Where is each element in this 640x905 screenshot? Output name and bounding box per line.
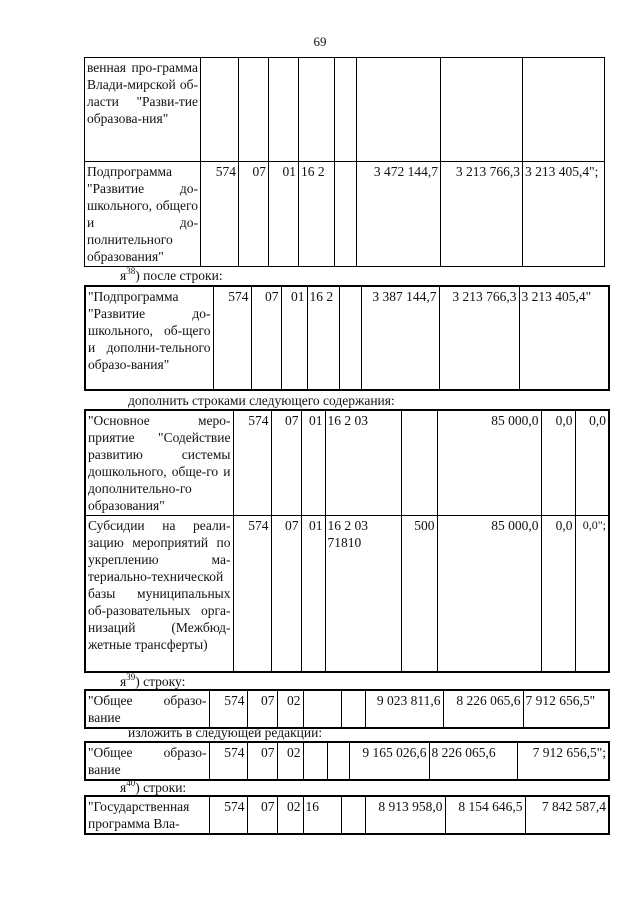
- row-name: "Подпрограмма "Развитие до-школьного, об-щего и дополни-тельного образо-вания": [85, 286, 213, 390]
- cell-subsection: 02: [277, 742, 303, 780]
- table-row: [85, 162, 605, 267]
- row-name: "Основное меро-приятие "Содействие развитию системы дошкольного, обще-го и дополнительно-го образования": [85, 410, 233, 516]
- cell-sum-2: 0,0: [541, 410, 575, 516]
- cell-subsection: 01: [301, 516, 325, 672]
- cell-sum-2: 3 213 766,3: [441, 162, 523, 267]
- cell-sum-1: 3 387 144,7: [361, 286, 439, 390]
- instruction-prefix: я: [120, 780, 127, 795]
- cell-sum-1: 9 165 026,6: [349, 742, 429, 780]
- budget-table-1: [84, 57, 605, 267]
- cell-target: [299, 58, 335, 162]
- row-name: венная про-грамма Влади-мирской об-ласти "Разви-тие образова-ния": [85, 58, 201, 162]
- cell-section: [239, 58, 269, 162]
- row-name: Подпрограмма "Развитие до-школьного, общего и до-полнительного образования": [85, 162, 201, 267]
- instruction-prefix: я: [120, 268, 127, 283]
- cell-section: 07: [271, 516, 301, 672]
- cell-section: 07: [247, 742, 277, 780]
- cell-ministry: 574: [209, 742, 247, 780]
- cell-sum-1: 85 000,0: [437, 516, 541, 672]
- cell-ministry: 574: [213, 286, 251, 390]
- row-name: "Государственная программа Вла-: [85, 796, 209, 834]
- cell-sum-3: [523, 58, 605, 162]
- cell-sum-1: 9 023 811,6: [365, 690, 443, 728]
- cell-section: 07: [247, 690, 277, 728]
- row-name: Субсидии на реали-зацию мероприятий по укреплению ма-териально-технической базы муниципальных об-разовательных орга-низаций (Межбюд-жетные трансферты): [85, 516, 233, 672]
- cell-type: [335, 162, 357, 267]
- budget-table-5: [84, 741, 610, 781]
- instruction-line-4: изложить в следующей редакции:: [128, 725, 323, 740]
- cell-section: 07: [247, 796, 277, 834]
- cell-target: [303, 690, 341, 728]
- cell-section: 07: [251, 286, 281, 390]
- table-row: [85, 286, 609, 390]
- row-name: "Общее образо-вание: [85, 742, 209, 780]
- cell-ministry: 574: [209, 796, 247, 834]
- cell-sum-2: 0,0: [541, 516, 575, 672]
- cell-sum-3: 7 912 656,5": [523, 690, 609, 728]
- cell-sum-2: [441, 58, 523, 162]
- table-row: [85, 796, 609, 834]
- instruction-line-2: дополнить строками следующего содержания:: [128, 393, 395, 408]
- instruction-line-1: [120, 266, 223, 284]
- cell-type: [339, 286, 361, 390]
- cell-type: [341, 690, 365, 728]
- cell-sum-3: 0,0";: [575, 516, 609, 672]
- cell-subsection: 01: [269, 162, 299, 267]
- page-number: 69: [313, 34, 327, 49]
- cell-ministry: 574: [233, 410, 271, 516]
- cell-sum-3: 3 213 405,4": [519, 286, 609, 390]
- cell-sum-2: 8 226 065,6: [443, 690, 523, 728]
- cell-target: 16 2 03 71810: [325, 516, 401, 672]
- footnote-mark: 40: [126, 778, 136, 788]
- cell-subsection: 02: [277, 796, 303, 834]
- budget-table-4: [84, 689, 610, 729]
- budget-table-6: [84, 795, 610, 835]
- footnote-mark: 38: [126, 266, 136, 276]
- cell-sum-2: 8 226 065,6: [429, 742, 517, 780]
- cell-sum-1: [357, 58, 441, 162]
- cell-type: [401, 410, 437, 516]
- row-name: "Общее образо-вание: [85, 690, 209, 728]
- cell-type: 500: [401, 516, 437, 672]
- table-row: [85, 742, 609, 780]
- cell-ministry: [201, 58, 239, 162]
- instruction-line-3: [120, 672, 185, 690]
- cell-sum-3: 0,0: [575, 410, 609, 516]
- cell-subsection: 01: [301, 410, 325, 516]
- cell-sum-1: 8 913 958,0: [365, 796, 445, 834]
- cell-target: 16 2 03: [325, 410, 401, 516]
- cell-ministry: 574: [209, 690, 247, 728]
- instruction-text: ) строки:: [135, 780, 187, 795]
- cell-target: [303, 742, 327, 780]
- budget-table-2: [84, 285, 610, 391]
- cell-section: 07: [239, 162, 269, 267]
- cell-sum-2: 8 154 646,5: [445, 796, 525, 834]
- cell-subsection: 02: [277, 690, 303, 728]
- cell-subsection: [269, 58, 299, 162]
- table-row: [85, 410, 609, 516]
- cell-ministry: 574: [233, 516, 271, 672]
- table-row: [85, 516, 609, 672]
- instruction-text: ) после строки:: [135, 268, 223, 283]
- cell-sum-3: 3 213 405,4";: [523, 162, 605, 267]
- cell-type: [327, 742, 349, 780]
- cell-sum-2: 3 213 766,3: [439, 286, 519, 390]
- cell-subsection: 01: [281, 286, 307, 390]
- cell-target: 16: [303, 796, 341, 834]
- cell-sum-3: 7 842 587,4: [525, 796, 609, 834]
- instruction-text: ) строку:: [135, 674, 186, 689]
- cell-sum-1: 85 000,0: [437, 410, 541, 516]
- cell-target: 16 2: [299, 162, 335, 267]
- cell-type: [335, 58, 357, 162]
- cell-sum-3: 7 912 656,5";: [517, 742, 609, 780]
- cell-sum-1: 3 472 144,7: [357, 162, 441, 267]
- instruction-line-5: [120, 778, 186, 796]
- table-row: [85, 58, 605, 162]
- table-row: [85, 690, 609, 728]
- cell-section: 07: [271, 410, 301, 516]
- budget-table-3: [84, 409, 610, 673]
- cell-type: [341, 796, 365, 834]
- cell-ministry: 574: [201, 162, 239, 267]
- footnote-mark: 39: [126, 672, 136, 682]
- instruction-prefix: я: [120, 674, 127, 689]
- cell-target: 16 2: [307, 286, 339, 390]
